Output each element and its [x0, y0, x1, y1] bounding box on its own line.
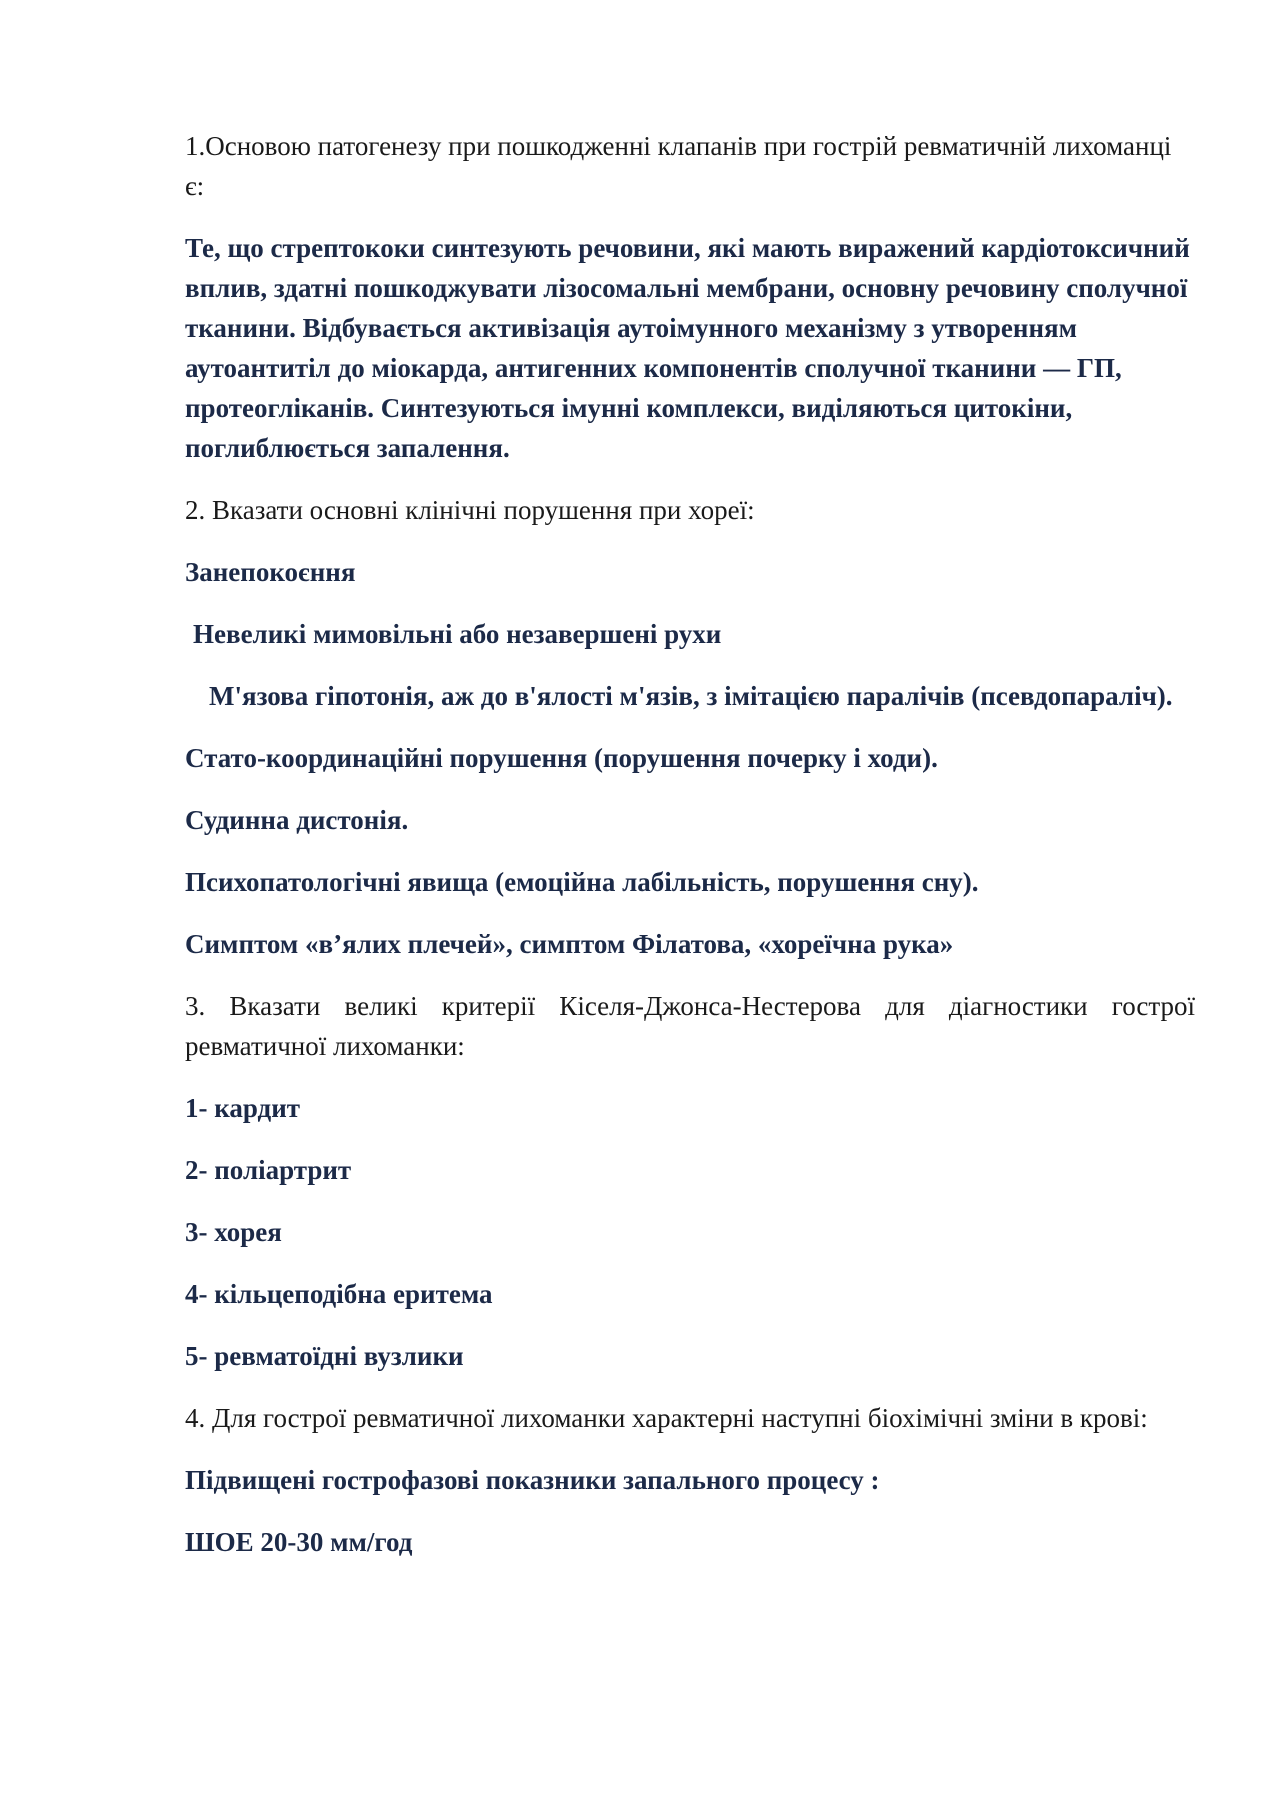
answer-2-item: М'язова гіпотонія, аж до в'ялості м'язів, з імітацією паралічів (псевдопараліч). — [209, 681, 1173, 711]
answer-1: Те, що стрептококи синтезують речовини, які мають виражений кардіотоксичний вплив, здатні пошкоджувати лізосомальні мембрани, основну речовину сполучної тканини. Відбувається активізація аутоімунного механізму з утворенням аутоантитіл до міокарда, антигенних компонентів сполучної тканини — ГП, протеогліканів. Синтезуються імунні комплекси, виділяються цитокіни, поглиблюється запалення. — [185, 233, 1190, 463]
criteria-item: 3- хорея — [185, 1217, 282, 1247]
answer-4-item: ШОЕ 20-30 мм/год — [185, 1527, 413, 1557]
answer-2-item: Судинна дистонія. — [185, 805, 409, 835]
answer-2-item: Занепокоєння — [185, 557, 356, 587]
question-3: 3. Вказати великі критерії Кіселя-Джонса-Нестерова для діагностики гострої ревматичної лихоманки: — [185, 991, 1195, 1061]
question-1: 1.Основою патогенезу при пошкодженні клапанів при гострій ревматичній лихоманці є: — [185, 131, 1172, 201]
answer-4-item: Підвищені гострофазові показники запального процесу : — [185, 1465, 880, 1495]
criteria-item: 1- кардит — [185, 1093, 301, 1123]
question-4: 4. Для гострої ревматичної лихоманки характерні наступні біохімічні зміни в крові: — [185, 1403, 1148, 1433]
criteria-item: 4- кільцеподібна еритема — [185, 1279, 493, 1309]
answer-2-item: Симптом «в’ялих плечей», симптом Філатова, «хореїчна рука» — [185, 929, 954, 959]
document-page — [185, 126, 1195, 1584]
criteria-item: 2- поліартрит — [185, 1155, 352, 1185]
answer-2-item: Психопатологічні явища (емоційна лабільність, порушення сну). — [185, 867, 979, 897]
answer-2-item: Стато-координаційні порушення (порушення почерку і ходи). — [185, 743, 938, 773]
answer-2-item: Невеликі мимовільні або незавершені рухи — [193, 619, 722, 649]
criteria-item: 5- ревматоїдні вузлики — [185, 1341, 464, 1371]
question-2: 2. Вказати основні клінічні порушення при хореї: — [185, 495, 755, 525]
